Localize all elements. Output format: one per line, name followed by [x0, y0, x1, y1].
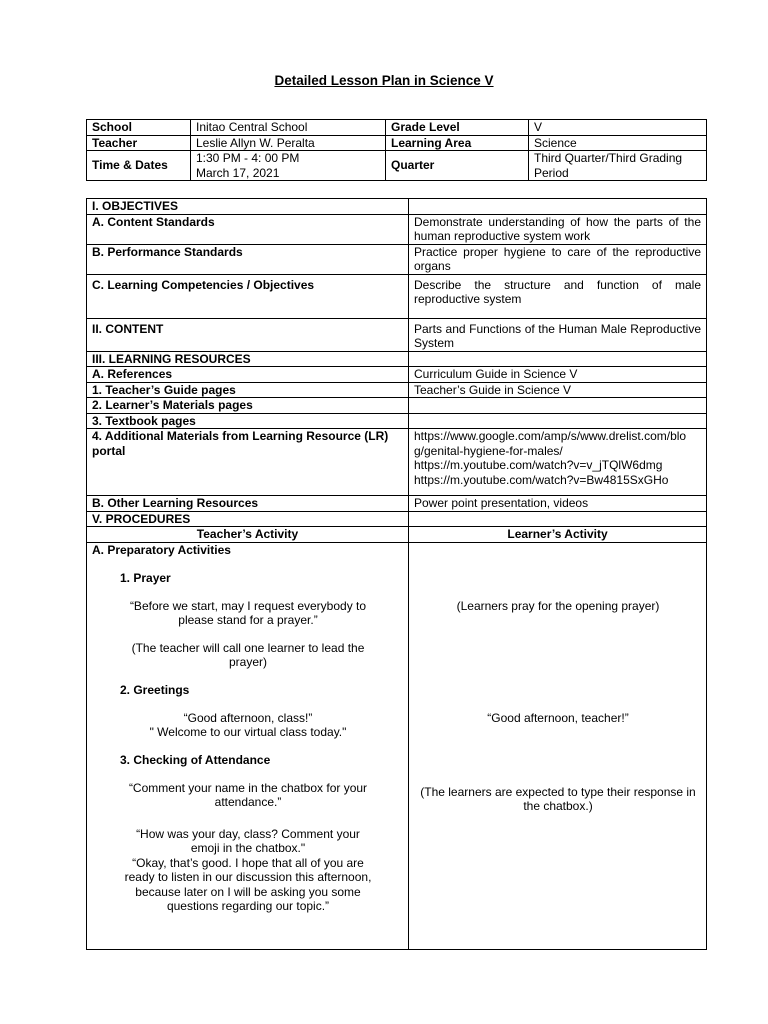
content-value: Parts and Functions of the Human Male Reproductive System: [409, 318, 707, 351]
learner-prayer: (Learners pray for the opening prayer): [456, 598, 660, 613]
prayer-heading: 1. Prayer: [120, 570, 171, 585]
learner-activity-cell: [409, 542, 707, 949]
link-hygiene[interactable]: https://www.google.com/amp/s/www.drelist.com/blo: [414, 429, 687, 443]
time-cell: [191, 151, 386, 181]
grade-label: Grade Level: [386, 120, 529, 136]
additional-materials-links: [409, 429, 707, 496]
link-video-1[interactable]: https://m.youtube.com/watch?v=v_jTQlW6dmg: [414, 458, 663, 472]
performance-standards-value: Practice proper hygiene to care of the reproductive organs: [409, 244, 707, 274]
time-value: 1:30 PM - 4: 00 PM: [196, 151, 300, 165]
additional-materials-label: 4. Additional Materials from Learning Resource (LR) portal: [87, 429, 409, 496]
teacher-activity-header: Teacher’s Activity: [87, 527, 409, 543]
other-resources-label: B. Other Learning Resources: [87, 496, 409, 512]
learner-activity-header: Learner’s Activity: [409, 527, 707, 543]
link-video-2[interactable]: https://m.youtube.com/watch?v=Bw4815SxGHo: [414, 472, 669, 487]
preparatory-heading: A. Preparatory Activities: [92, 542, 231, 557]
content-standards-value: Demonstrate understanding of how the parts of the human reproductive system work: [409, 214, 707, 244]
textbook-pages-label: 3. Textbook pages: [87, 413, 409, 429]
quarter-value: Third Quarter/Third Grading: [534, 151, 683, 165]
date-value: March 17, 2021: [196, 165, 280, 180]
quarter-label: Quarter: [386, 151, 529, 181]
greetings-heading: 2. Greetings: [120, 682, 190, 697]
content-heading: II. CONTENT: [87, 318, 409, 351]
school-label: School: [87, 120, 191, 136]
time-label: Time & Dates: [87, 151, 191, 181]
performance-standards-label: B. Performance Standards: [87, 244, 409, 274]
info-table: [86, 119, 707, 181]
lesson-plan-table: [86, 198, 707, 950]
teacher-value: Leslie Allyn W. Peralta: [191, 135, 386, 151]
page-title: Detailed Lesson Plan in Science V: [274, 73, 494, 88]
resources-heading: III. LEARNING RESOURCES: [87, 351, 409, 367]
attendance-instruction: “Comment your name in the chatbox for your attendance.”: [128, 780, 368, 809]
area-label: Learning Area: [386, 135, 529, 151]
teacher-label: Teacher: [87, 135, 191, 151]
lm-pages-label: 2. Learner’s Materials pages: [87, 398, 409, 414]
procedures-heading: V. PROCEDURES: [87, 511, 409, 527]
prayer-note: (The teacher will call one learner to lead the prayer): [131, 640, 365, 669]
area-value: Science: [529, 135, 707, 151]
learner-greeting: “Good afternoon, teacher!”: [487, 710, 629, 725]
attendance-emoji: “How was your day, class? Comment your emoji in the chatbox." “Okay, that’s good. I hope that all of you are ready to listen in our discussion this afternoon, because later on I will be asking you some questions regarding our topic.”: [124, 826, 372, 913]
learner-attendance: (The learners are expected to type their response in the chatbox.): [420, 784, 696, 813]
prayer-request: “Before we start, may I request everybody to please stand for a prayer.”: [129, 598, 367, 627]
tg-pages-label: 1. Teacher’s Guide pages: [87, 382, 409, 398]
competencies-label: C. Learning Competencies / Objectives: [87, 274, 409, 318]
quarter-cell: [529, 151, 707, 181]
attendance-heading: 3. Checking of Attendance: [120, 752, 271, 767]
content-standards-label: A. Content Standards: [87, 214, 409, 244]
references-label: A. References: [87, 367, 409, 383]
school-value: Initao Central School: [191, 120, 386, 136]
objectives-heading: I. OBJECTIVES: [87, 199, 409, 215]
tg-pages-value: Teacher’s Guide in Science V: [409, 382, 707, 398]
competencies-value: Describe the structure and function of male reproductive system: [409, 274, 707, 318]
other-resources-value: Power point presentation, videos: [409, 496, 707, 512]
references-value: Curriculum Guide in Science V: [409, 367, 707, 383]
link-hygiene-cont[interactable]: g/genital-hygiene-for-males/: [414, 443, 563, 458]
greeting-text: “Good afternoon, class!” " Welcome to our virtual class today.": [149, 710, 347, 739]
teacher-activity-cell: [87, 542, 409, 949]
grade-value: V: [529, 120, 707, 136]
quarter-value-2: Period: [534, 165, 569, 180]
